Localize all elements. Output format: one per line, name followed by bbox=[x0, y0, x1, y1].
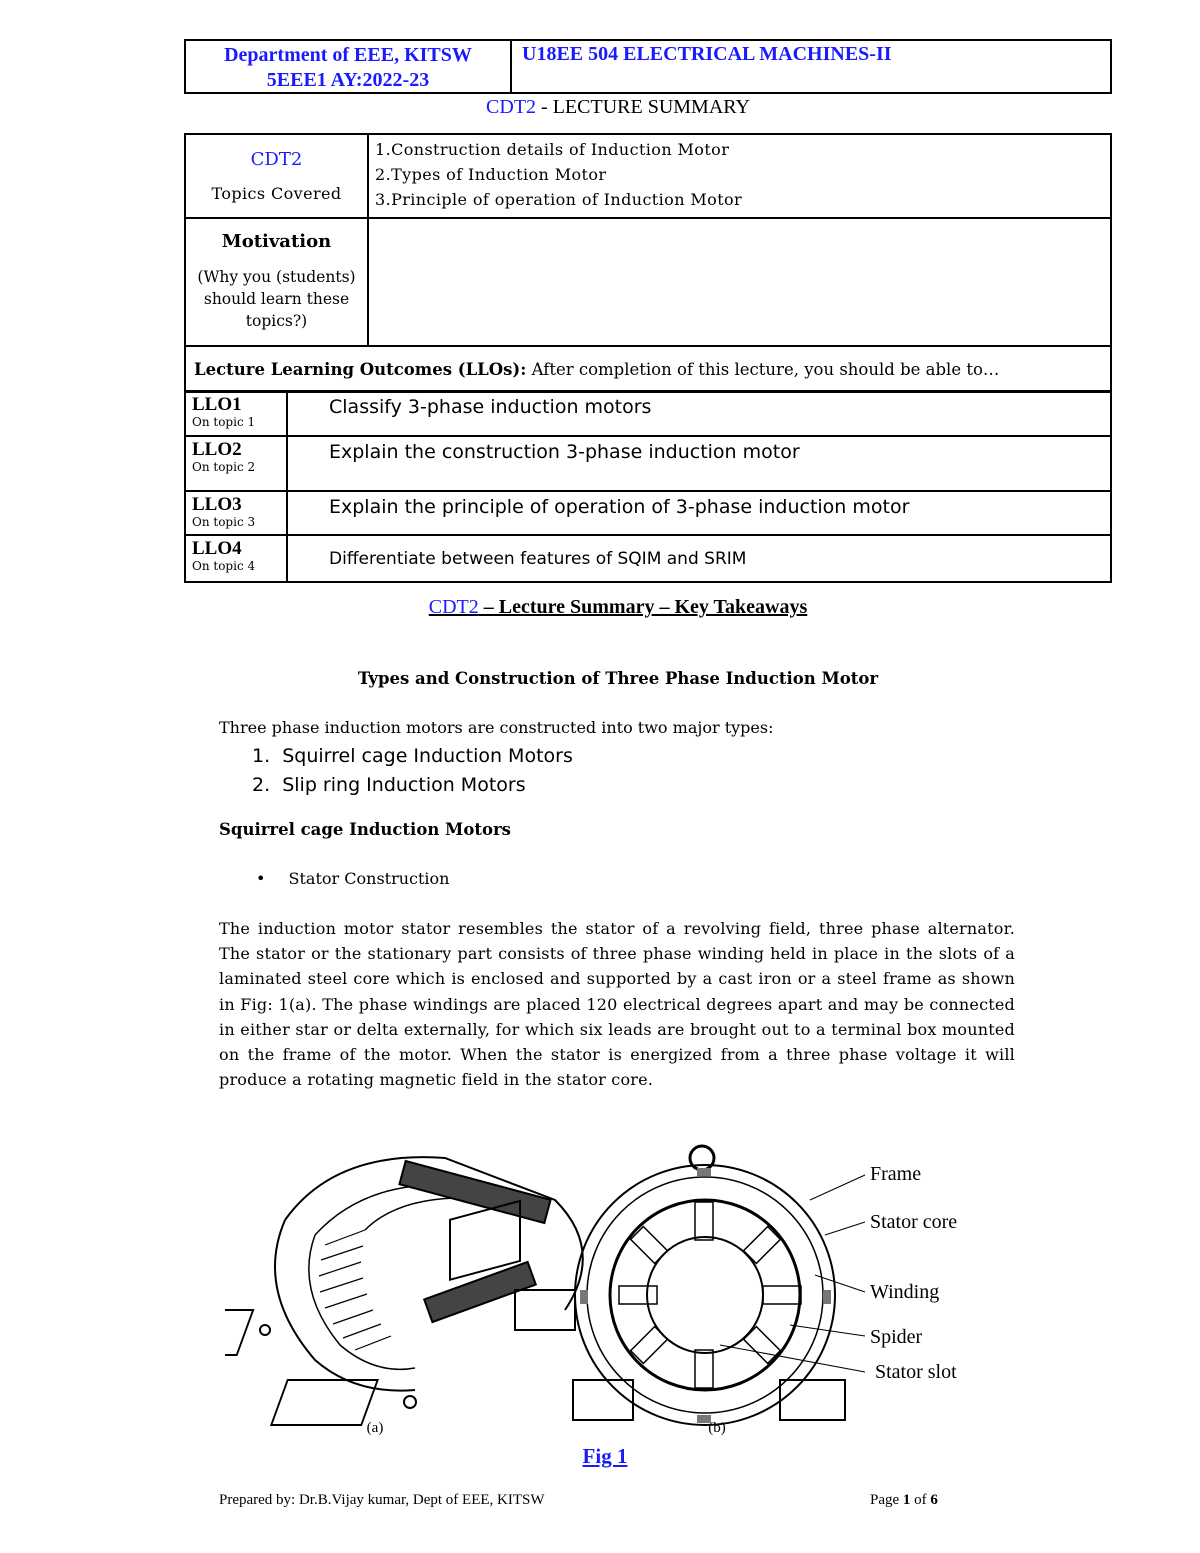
topics-label: Topics Covered bbox=[211, 184, 342, 203]
department-cell bbox=[186, 41, 512, 92]
page-of: of bbox=[910, 1492, 931, 1508]
topics-list bbox=[368, 134, 1111, 218]
motivation-content bbox=[368, 218, 1111, 346]
page-title-code: CDT2 bbox=[486, 96, 537, 118]
page-total: 6 bbox=[930, 1492, 938, 1508]
list-item: 1. Squirrel cage Induction Motors bbox=[252, 745, 573, 767]
summary-heading-link[interactable]: CDT2 bbox=[428, 596, 479, 618]
figure-caption: Fig 1 bbox=[582, 1444, 628, 1468]
bullet-icon: • bbox=[256, 869, 266, 888]
llo-topic: On topic 4 bbox=[192, 559, 256, 573]
topics-code: CDT2 bbox=[250, 149, 303, 170]
llo-row bbox=[185, 491, 1111, 535]
summary-heading bbox=[0, 596, 1200, 619]
section-title: Types and Construction of Three Phase Induction Motor bbox=[357, 669, 879, 688]
llo-topic: On topic 2 bbox=[192, 460, 256, 474]
summary-heading-rest: – Lecture Summary – Key Takeaways bbox=[478, 596, 808, 618]
footer-prepared: Prepared by: Dr.B.Vijay kumar, Dept of EEE, KITSW bbox=[219, 1492, 545, 1508]
page-number: 1 bbox=[902, 1492, 911, 1508]
label-frame: Frame bbox=[870, 1163, 922, 1185]
page-title-rest: - LECTURE SUMMARY bbox=[536, 96, 750, 118]
llo-id-cell bbox=[185, 391, 287, 436]
llo-id-cell bbox=[185, 491, 287, 535]
body-paragraph: The induction motor stator resembles the stator of a revolving field, three phase alternator. The stator or the stationary part consists of three phase winding held in place in the slots of a laminated steel core which is enclosed and supported by a cast iron or a steel frame as shown in Fig: 1(a). The phase windings are placed 120 electrical degrees apart and may be connected in either star or delta externally, for which six leads are brought out to a terminal box mounted on the frame of the motor. When the stator is energized from a three phase voltage it will produce a rotating magnetic field in the stator core. bbox=[219, 919, 1015, 1090]
header-box bbox=[184, 39, 1112, 94]
course-title: U18EE 504 ELECTRICAL MACHINES-II bbox=[522, 43, 892, 65]
llo-id: LLO4 bbox=[192, 538, 242, 559]
label-spider: Spider bbox=[870, 1326, 923, 1348]
types-list bbox=[252, 742, 573, 800]
topics-label-cell bbox=[185, 134, 368, 218]
llo-header-bold: Lecture Learning Outcomes (LLOs): bbox=[194, 359, 527, 379]
llo-id-cell bbox=[185, 436, 287, 491]
llo-text: Differentiate between features of SQIM and SRIM bbox=[287, 535, 1111, 582]
academic-year: 5EEE1 AY:2022-23 bbox=[266, 69, 430, 91]
llo-topic: On topic 3 bbox=[192, 515, 256, 529]
list-item: 2. Slip ring Induction Motors bbox=[252, 774, 526, 796]
type-item: Slip ring Induction Motors bbox=[282, 774, 526, 796]
stator-3d-drawing bbox=[225, 1157, 583, 1425]
llo-id-cell bbox=[185, 535, 287, 582]
llo-header bbox=[185, 346, 1111, 392]
llo-header-rest: After completion of this lecture, you should be able to… bbox=[526, 359, 1000, 379]
bullet-text: Stator Construction bbox=[288, 869, 450, 888]
llo-row bbox=[185, 436, 1111, 491]
motivation-label-cell bbox=[185, 218, 368, 346]
llo-text: Classify 3-phase induction motors bbox=[287, 391, 1111, 436]
llo-topic: On topic 1 bbox=[192, 415, 256, 429]
llo-id: LLO1 bbox=[192, 394, 242, 415]
topic-item: 1.Construction details of Induction Motor bbox=[375, 140, 730, 159]
topic-item: 2.Types of Induction Motor bbox=[375, 165, 607, 184]
caption-b: (b) bbox=[708, 1420, 726, 1436]
subheading: Squirrel cage Induction Motors bbox=[219, 820, 511, 839]
department-name: Department of EEE, KITSW bbox=[224, 44, 472, 66]
topic-item: 3.Principle of operation of Induction Motor bbox=[375, 190, 743, 209]
llo-text: Explain the principle of operation of 3-phase induction motor bbox=[287, 491, 1111, 535]
label-stator-core: Stator core bbox=[870, 1211, 958, 1233]
bullet-item bbox=[256, 869, 449, 888]
llo-row bbox=[185, 391, 1111, 436]
llo-text: Explain the construction 3-phase induction motor bbox=[287, 436, 1111, 491]
motivation-label: Motivation bbox=[221, 231, 332, 252]
caption-a: (a) bbox=[366, 1420, 384, 1436]
llo-id: LLO2 bbox=[192, 439, 242, 460]
label-stator-slot: Stator slot bbox=[875, 1361, 957, 1383]
page-title bbox=[0, 96, 1200, 119]
llo-table bbox=[184, 390, 1112, 583]
figure-1 bbox=[225, 1140, 1015, 1440]
intro-text: Three phase induction motors are constructed into two major types: bbox=[219, 718, 774, 737]
motivation-subtitle: (Why you (students) should learn these topics?) bbox=[197, 268, 356, 330]
footer-page bbox=[870, 1492, 938, 1509]
label-winding: Winding bbox=[870, 1281, 940, 1303]
stator-section-drawing bbox=[573, 1146, 865, 1425]
page-prefix: Page bbox=[870, 1492, 903, 1508]
llo-id: LLO3 bbox=[192, 494, 242, 515]
type-item: Squirrel cage Induction Motors bbox=[282, 745, 573, 767]
topics-table bbox=[184, 133, 1112, 393]
llo-row bbox=[185, 535, 1111, 582]
